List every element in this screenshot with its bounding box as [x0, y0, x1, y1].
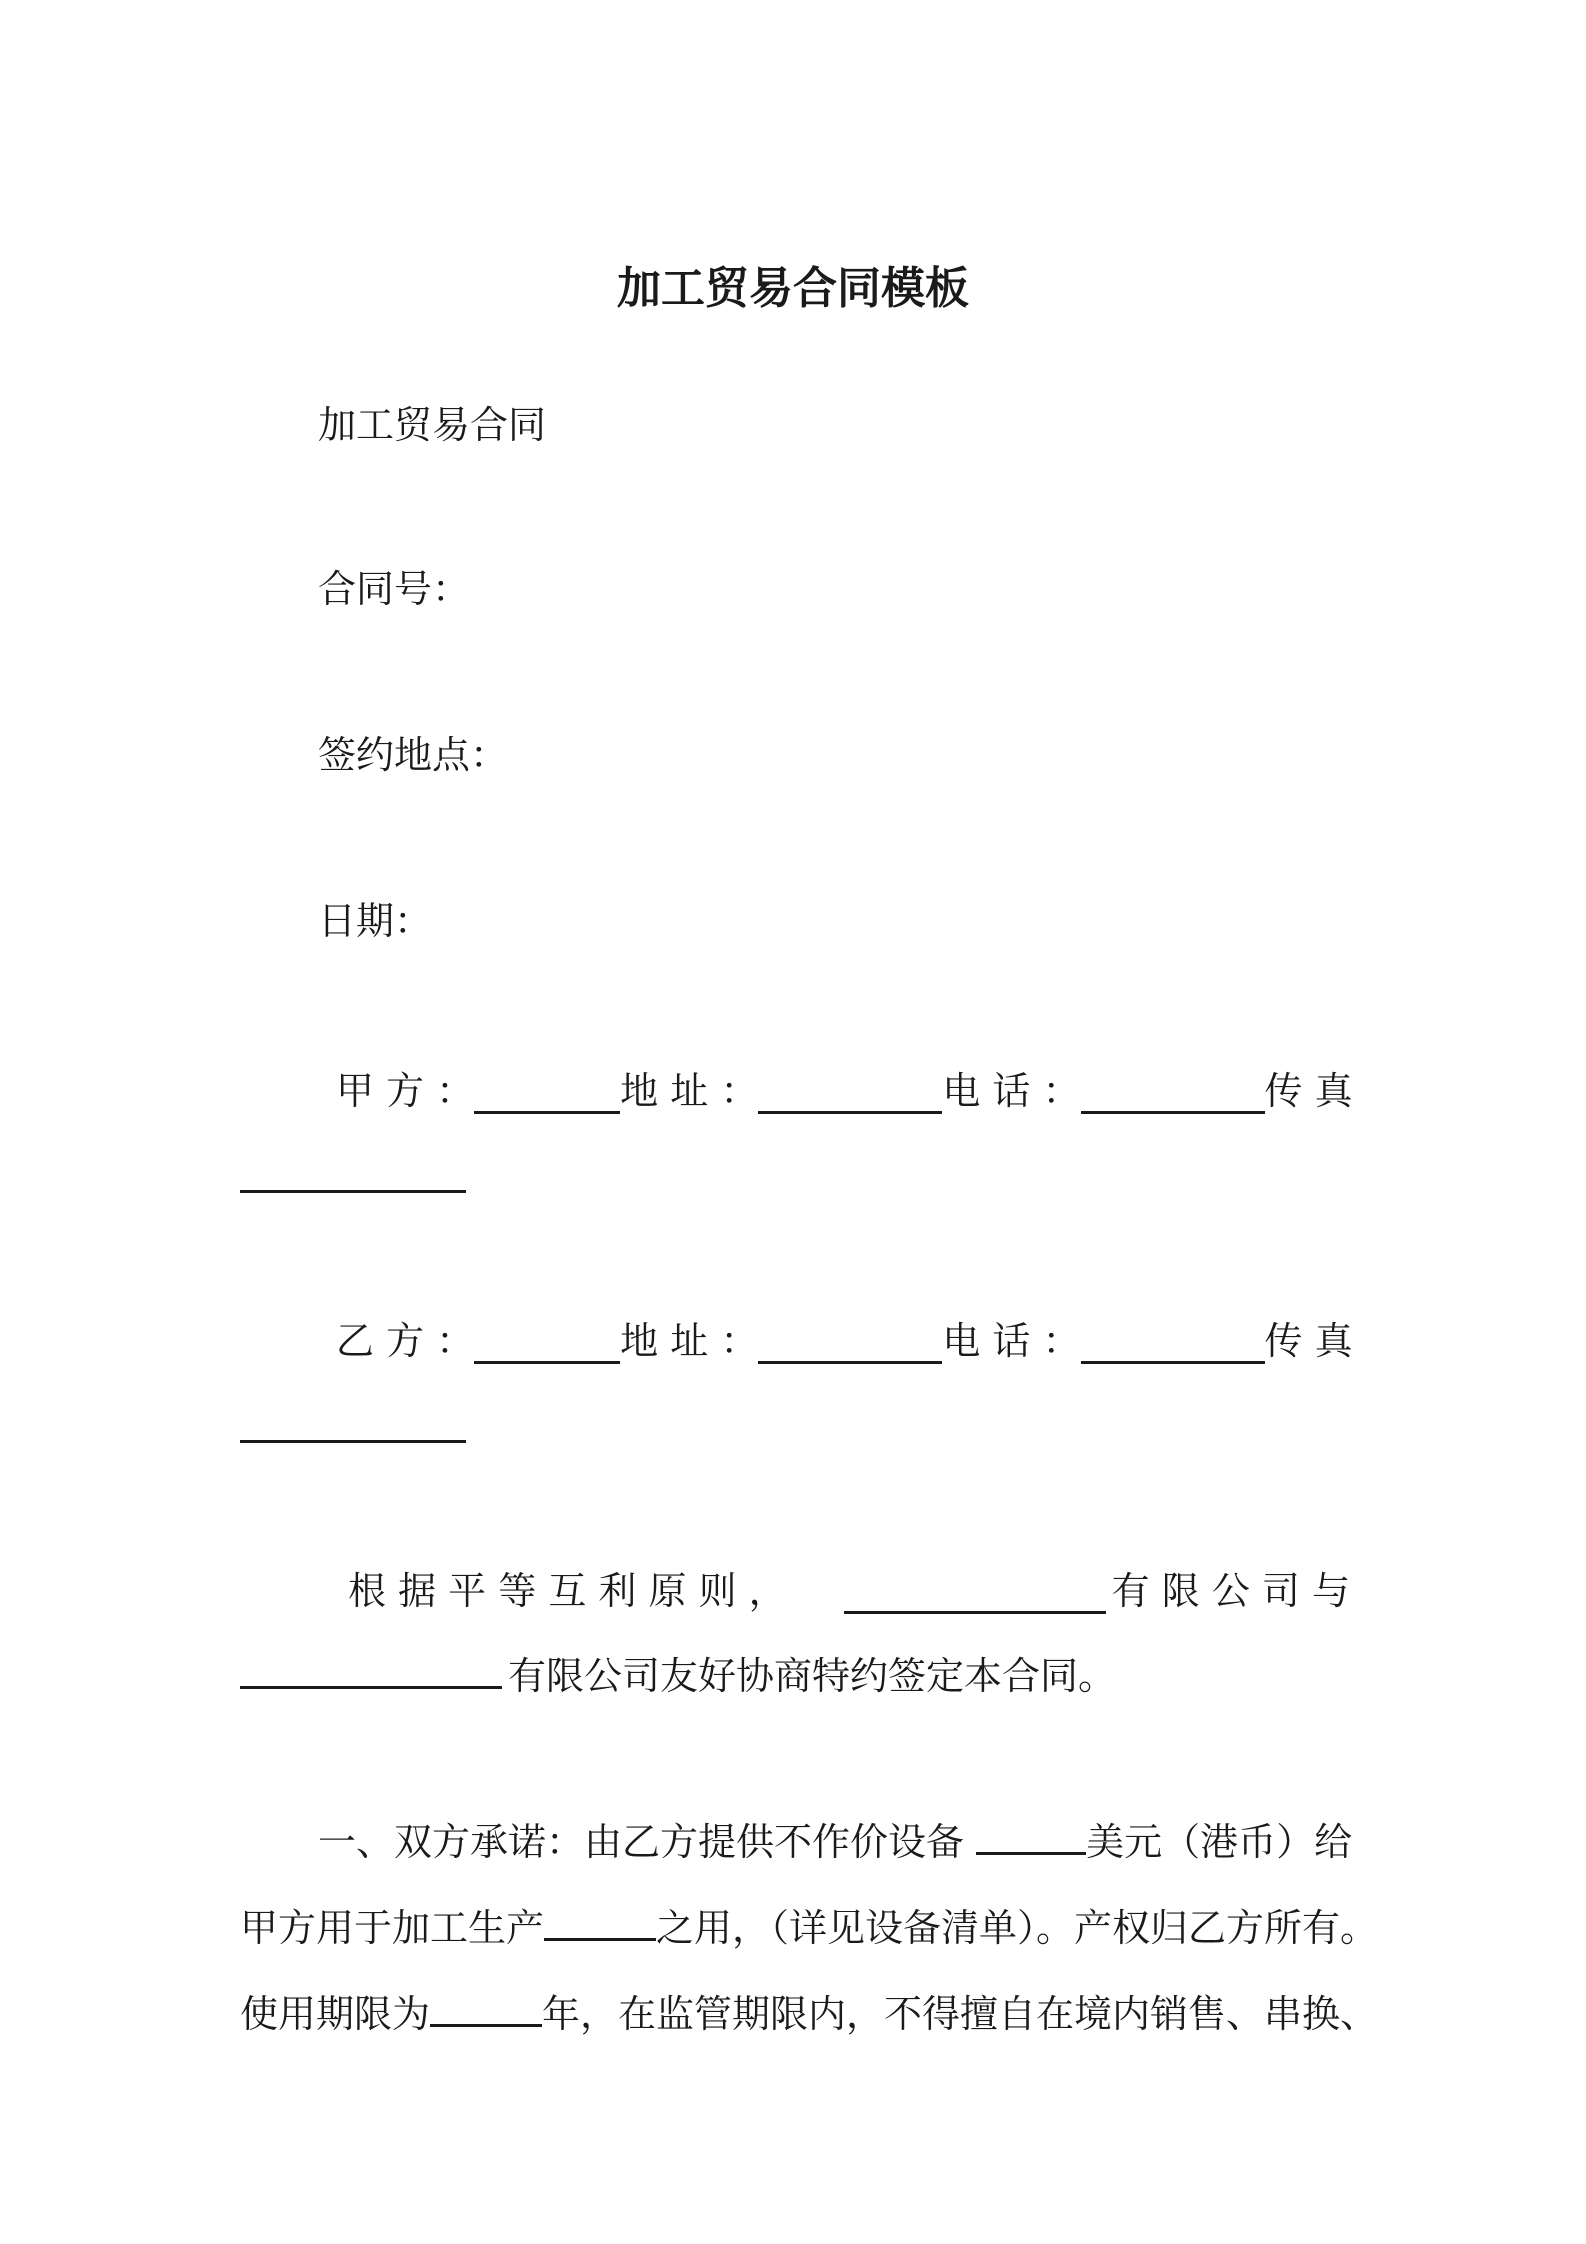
- party-b-label: 乙 方 ：: [336, 1319, 475, 1363]
- date-label: 日期：: [318, 899, 433, 943]
- contract-number-label: 合同号：: [318, 567, 471, 611]
- party-a-fax-label: 传 真: [1264, 1069, 1353, 1113]
- clause-1-line-1-a: 一、双方承诺：由乙方提供不作价设备: [318, 1820, 965, 1864]
- clause-1-line-1-b: 美元（港币）给: [1086, 1820, 1353, 1864]
- preamble-part-1: 根 据 平 等 互 利 原 则 ，: [348, 1569, 787, 1613]
- party-b-fax-group: [1265, 1318, 1353, 1364]
- party-b-phone-label: 电 话 ：: [942, 1319, 1081, 1363]
- product-blank[interactable]: [544, 1904, 656, 1941]
- signing-place-label: 签约地点：: [318, 733, 509, 777]
- party-b-address-blank[interactable]: [758, 1327, 942, 1364]
- party-a-name-blank[interactable]: [474, 1077, 620, 1114]
- document-title: 加工贸易合同模板: [617, 263, 969, 314]
- company-a-blank[interactable]: [844, 1577, 1106, 1614]
- party-b-name-blank[interactable]: [474, 1327, 620, 1364]
- party-a-address-group: [620, 1068, 942, 1114]
- party-b-fax-blank[interactable]: [240, 1440, 466, 1443]
- contract-heading: 加工贸易合同: [318, 403, 547, 447]
- party-a-address-label: 地 址 ：: [620, 1069, 759, 1113]
- clause-1-line-2-a: 甲方用于加工生产: [240, 1906, 545, 1950]
- party-a-row: [318, 1068, 1353, 1114]
- clause-1-line-3: [240, 1990, 1378, 2037]
- clause-1-line-3-b: 年，在监管期限内，不得擅自在境内销售、串换、: [542, 1992, 1379, 2036]
- preamble-part-3: 有限公司友好协商特约签定本合同。: [508, 1654, 1117, 1698]
- clause-1-line-2-b: 之用，（详见设备清单）。产权归乙方所有。: [656, 1906, 1379, 1950]
- party-a-fax-group: [1265, 1068, 1353, 1114]
- clause-1-line-1-group: [318, 1818, 1086, 1865]
- clause-1-line-1: [318, 1818, 1353, 1865]
- company-b-blank[interactable]: [240, 1652, 502, 1689]
- preamble-line-1: [348, 1568, 1350, 1614]
- clause-1-line-2: [240, 1904, 1378, 1951]
- party-b-name-group: [318, 1318, 620, 1364]
- equipment-value-blank[interactable]: [976, 1818, 1086, 1855]
- party-b-address-group: [620, 1318, 942, 1364]
- party-a-phone-label: 电 话 ：: [942, 1069, 1081, 1113]
- preamble-company-a-group: [844, 1568, 1350, 1614]
- party-a-name-group: [318, 1068, 620, 1114]
- party-b-fax-label: 传 真: [1264, 1319, 1353, 1363]
- party-b-address-label: 地 址 ：: [620, 1319, 759, 1363]
- clause-1-line-3-a: 使用期限为: [240, 1992, 431, 2036]
- preamble-line-2: [240, 1652, 1116, 1699]
- party-b-row: [318, 1318, 1353, 1364]
- party-a-label: 甲 方 ：: [336, 1069, 475, 1113]
- party-b-phone-group: [942, 1318, 1264, 1364]
- party-a-address-blank[interactable]: [758, 1077, 942, 1114]
- party-a-fax-blank[interactable]: [240, 1190, 466, 1193]
- party-b-phone-blank[interactable]: [1081, 1327, 1265, 1364]
- preamble-part-2: 有 限 公 司 与: [1111, 1569, 1350, 1613]
- party-a-phone-blank[interactable]: [1081, 1077, 1265, 1114]
- usage-period-blank[interactable]: [430, 1990, 542, 2027]
- party-a-phone-group: [942, 1068, 1264, 1114]
